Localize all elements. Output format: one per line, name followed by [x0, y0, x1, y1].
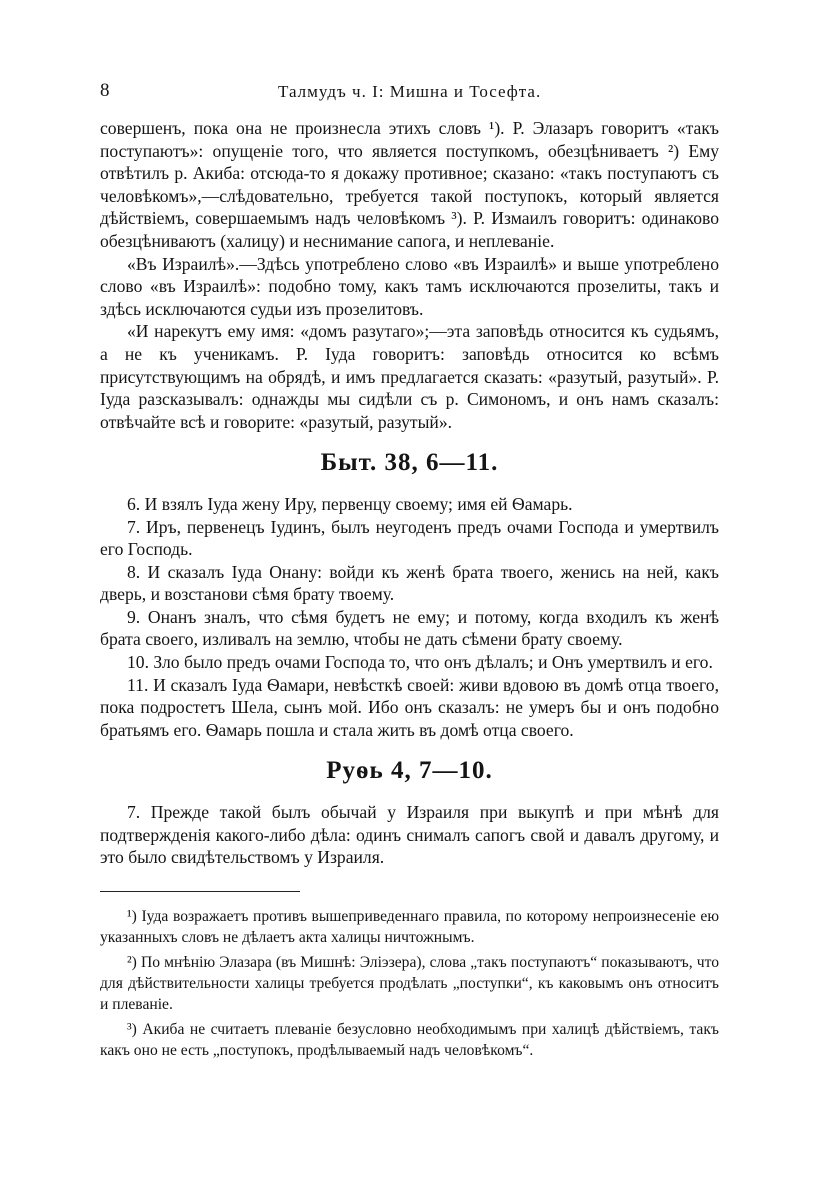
paragraph: «И нарекутъ ему имя: «домъ разутаго»;—эта заповѣдь относится къ судьямъ, а не къ ученикамъ. Р. Іуда говоритъ: заповѣдь относится ко всѣмъ присутствующимъ на обрядѣ, и имъ предлагается сказать: «разутый, разутый». Р. Іуда разсказывалъ: однажды мы сидѣли съ р. Симономъ, и онъ намъ сказалъ: отвѣчайте всѣ и говорите: «разутый, разутый». [100, 321, 719, 432]
verse: 11. И сказалъ Іуда Ѳамари, невѣсткѣ своей: живи вдовою въ домѣ отца твоего, пока подростетъ Шела, сынъ мой. Ибо онъ сказалъ: не умеръ бы и онъ подобно братьямъ его. Ѳамарь пошла и стала жить въ домѣ отца своего. [100, 674, 719, 740]
verse: 9. Онанъ зналъ, что сѣмя будетъ не ему; и потому, когда входилъ къ женѣ брата своего, изливалъ на землю, чтобы не дать сѣмени брату своему. [100, 606, 719, 650]
page-number: 8 [100, 80, 111, 101]
verse: 7. Прежде такой былъ обычай у Израиля при выкупѣ и при мѣнѣ для подтвержденія какого-либо дѣла: одинъ снималъ сапогъ свой и давалъ другому, и это было свидѣтельствомъ у Израиля. [100, 802, 719, 868]
footnotes [100, 906, 719, 1061]
running-title: Талмудъ ч. I: Мишна и Тосефта. [278, 82, 542, 101]
verse: 10. Зло было предъ очами Господа то, что онъ дѣлалъ; и Онъ умертвилъ и его. [127, 652, 713, 673]
footnote-1: ¹) Іуда возражаетъ противъ вышеприведеннаго правила, по которому непроизнесеніе ею указанныхъ словъ не дѣлаетъ акта халицы ничтожнымъ. [100, 907, 719, 946]
verse: 7. Иръ, первенецъ Іудинъ, былъ неугоденъ предъ очами Господа и умертвилъ его Господь. [100, 516, 719, 560]
page-body [100, 117, 719, 1065]
section-heading-ruth: Руѳь 4, 7—10. [326, 757, 493, 785]
verse: 6. И взялъ Іуда жену Иру, первенцу своему; имя ей Ѳамарь. [127, 493, 573, 514]
paragraph-continuation: совершенъ, пока она не произнесла этихъ словъ ¹). Р. Элазаръ говоритъ «такъ поступаютъ»: опущеніе того, что является поступкомъ, обезцѣниваетъ ²) Ему отвѣтилъ р. Акиба: отсюда-то я докажу противное; сказано: «такъ поступаютъ съ человѣкомъ»,—слѣдовательно, требуется такой поступокъ, который является дѣйствіемъ, совершаемымъ надъ человѣкомъ ³). Р. Измаилъ говоритъ: одинаково обезцѣниваютъ (халицу) и неснимание сапога, и неплеваніе. [100, 118, 719, 251]
paragraph: «Въ Израилѣ».—Здѣсь употреблено слово «въ Израилѣ» и выше употреблено слово «въ Израилѣ»: подобно тому, какъ тамъ исключаются прозелиты, такъ и здѣсь исключаются судьи изъ прозелитовъ. [100, 253, 719, 319]
footnote-2: ²) По мнѣнію Элазара (въ Мишнѣ: Эліэзера), слова „такъ поступаютъ“ показываютъ, что для дѣйствительности халицы требуется продѣлать „поступки“, къ каковымъ онъ относитъ и плеваніе. [100, 953, 719, 1013]
verse: 8. И сказалъ Іуда Онану: войди къ женѣ брата твоего, женись на ней, какъ дверь, и возстанови сѣмя брату твоему. [100, 561, 719, 605]
footnote-divider [100, 891, 300, 892]
footnote-3: ³) Акиба не считаетъ плеваніе безусловно необходимымъ при халицѣ дѣйствіемъ, такъ какъ оно не есть „поступокъ, продѣлываемый надъ человѣкомъ“. [100, 1020, 719, 1059]
section-heading-genesis: Быт. 38, 6—11. [320, 449, 499, 477]
